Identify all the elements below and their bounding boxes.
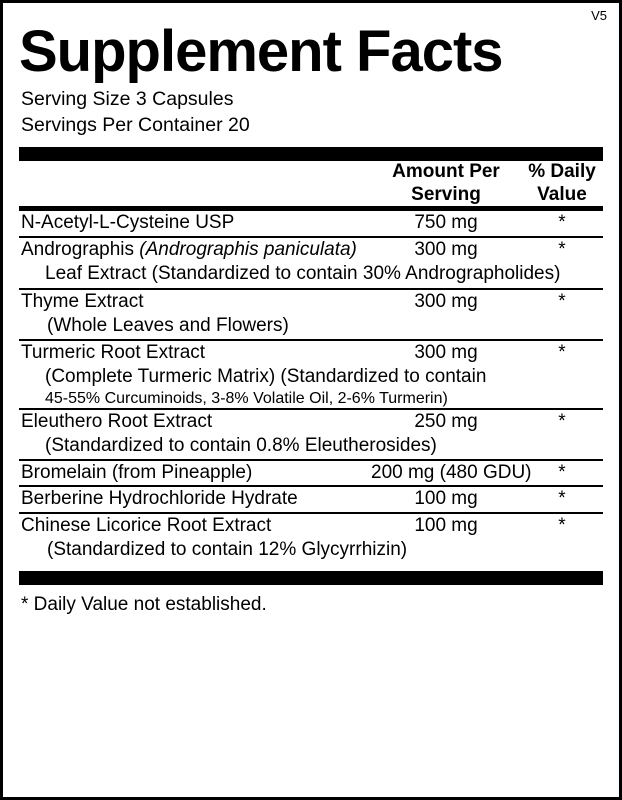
row-name-text: N-Acetyl-L-Cysteine USP [21,212,235,234]
version-label: V5 [591,8,607,23]
servings-per-container: Servings Per Container 20 [21,113,250,136]
header-dv-line2: Value [537,183,587,205]
row-subline: (Standardized to contain 0.8% Eleutherosides) [45,435,437,457]
row-daily-value: * [558,514,566,536]
row-name-text: Thyme Extract [21,290,144,312]
table-row [19,514,603,563]
row-daily-value: * [558,462,566,484]
row-amount: 300 mg [414,341,478,363]
header-blank [19,161,371,206]
table-row [19,211,603,235]
row-name [19,410,437,457]
row-name-text: Turmeric Root Extract [21,341,206,363]
divider-thick-top [19,147,603,161]
table-row [19,461,603,485]
row-amount: 100 mg [414,514,478,536]
row-daily-value: * [558,290,566,312]
row-name [19,487,371,511]
row-name [19,211,371,235]
row-subline: (Whole Leaves and Flowers) [47,315,289,337]
header-dv-line1: % Daily [528,161,596,183]
header-amount-per-serving [371,161,521,206]
table-row [19,290,603,339]
row-name-text: Berberine Hydrochloride Hydrate [21,488,298,510]
row-daily-value: * [558,488,566,510]
row-daily-value: * [558,212,566,234]
header-amount-line1: Amount Per [392,161,500,183]
page-title: Supplement Facts [19,19,503,84]
row-daily-value: * [558,341,566,363]
row-name [19,461,371,485]
row-name-text: Bromelain (from Pineapple) [21,462,253,484]
row-daily-value: * [558,238,566,260]
table-row [19,238,603,288]
row-subline: 45-55% Curcuminoids, 3-8% Volatile Oil, 2-6% Turmerin) [45,389,448,407]
serving-size: Serving Size 3 Capsules [21,88,234,110]
row-amount: 300 mg [414,238,478,260]
table-row [19,410,603,459]
table-row [19,487,603,511]
footnote: * Daily Value not established. [21,594,267,616]
row-subline: Leaf Extract (Standardized to contain 30% Andrographolides) [45,262,561,284]
row-name-text: Chinese Licorice Root Extract [21,514,272,536]
row-name [19,290,371,339]
row-subline: (Standardized to contain 12% Glycyrrhizin) [47,539,408,561]
row-name [19,514,408,563]
row-name-latin: (Andrographis paniculata) [139,238,357,260]
divider-thick-bottom [19,571,603,585]
table-header-row [19,161,603,206]
row-name-text: Andrographis [21,238,140,260]
nutrition-table [19,161,603,206]
header-daily-value [521,161,603,206]
row-subline: (Complete Turmeric Matrix) (Standardized to contain [45,365,487,387]
row-amount: 200 mg (480 GDU) [371,462,532,484]
table-row [19,341,603,408]
header-amount-line2: Serving [411,183,481,205]
row-name-text: Eleuthero Root Extract [21,410,213,432]
row-amount: 250 mg [414,410,478,432]
row-amount: 750 mg [414,212,478,234]
row-amount: 300 mg [414,290,478,312]
row-amount: 100 mg [414,488,478,510]
row-daily-value: * [558,410,566,432]
